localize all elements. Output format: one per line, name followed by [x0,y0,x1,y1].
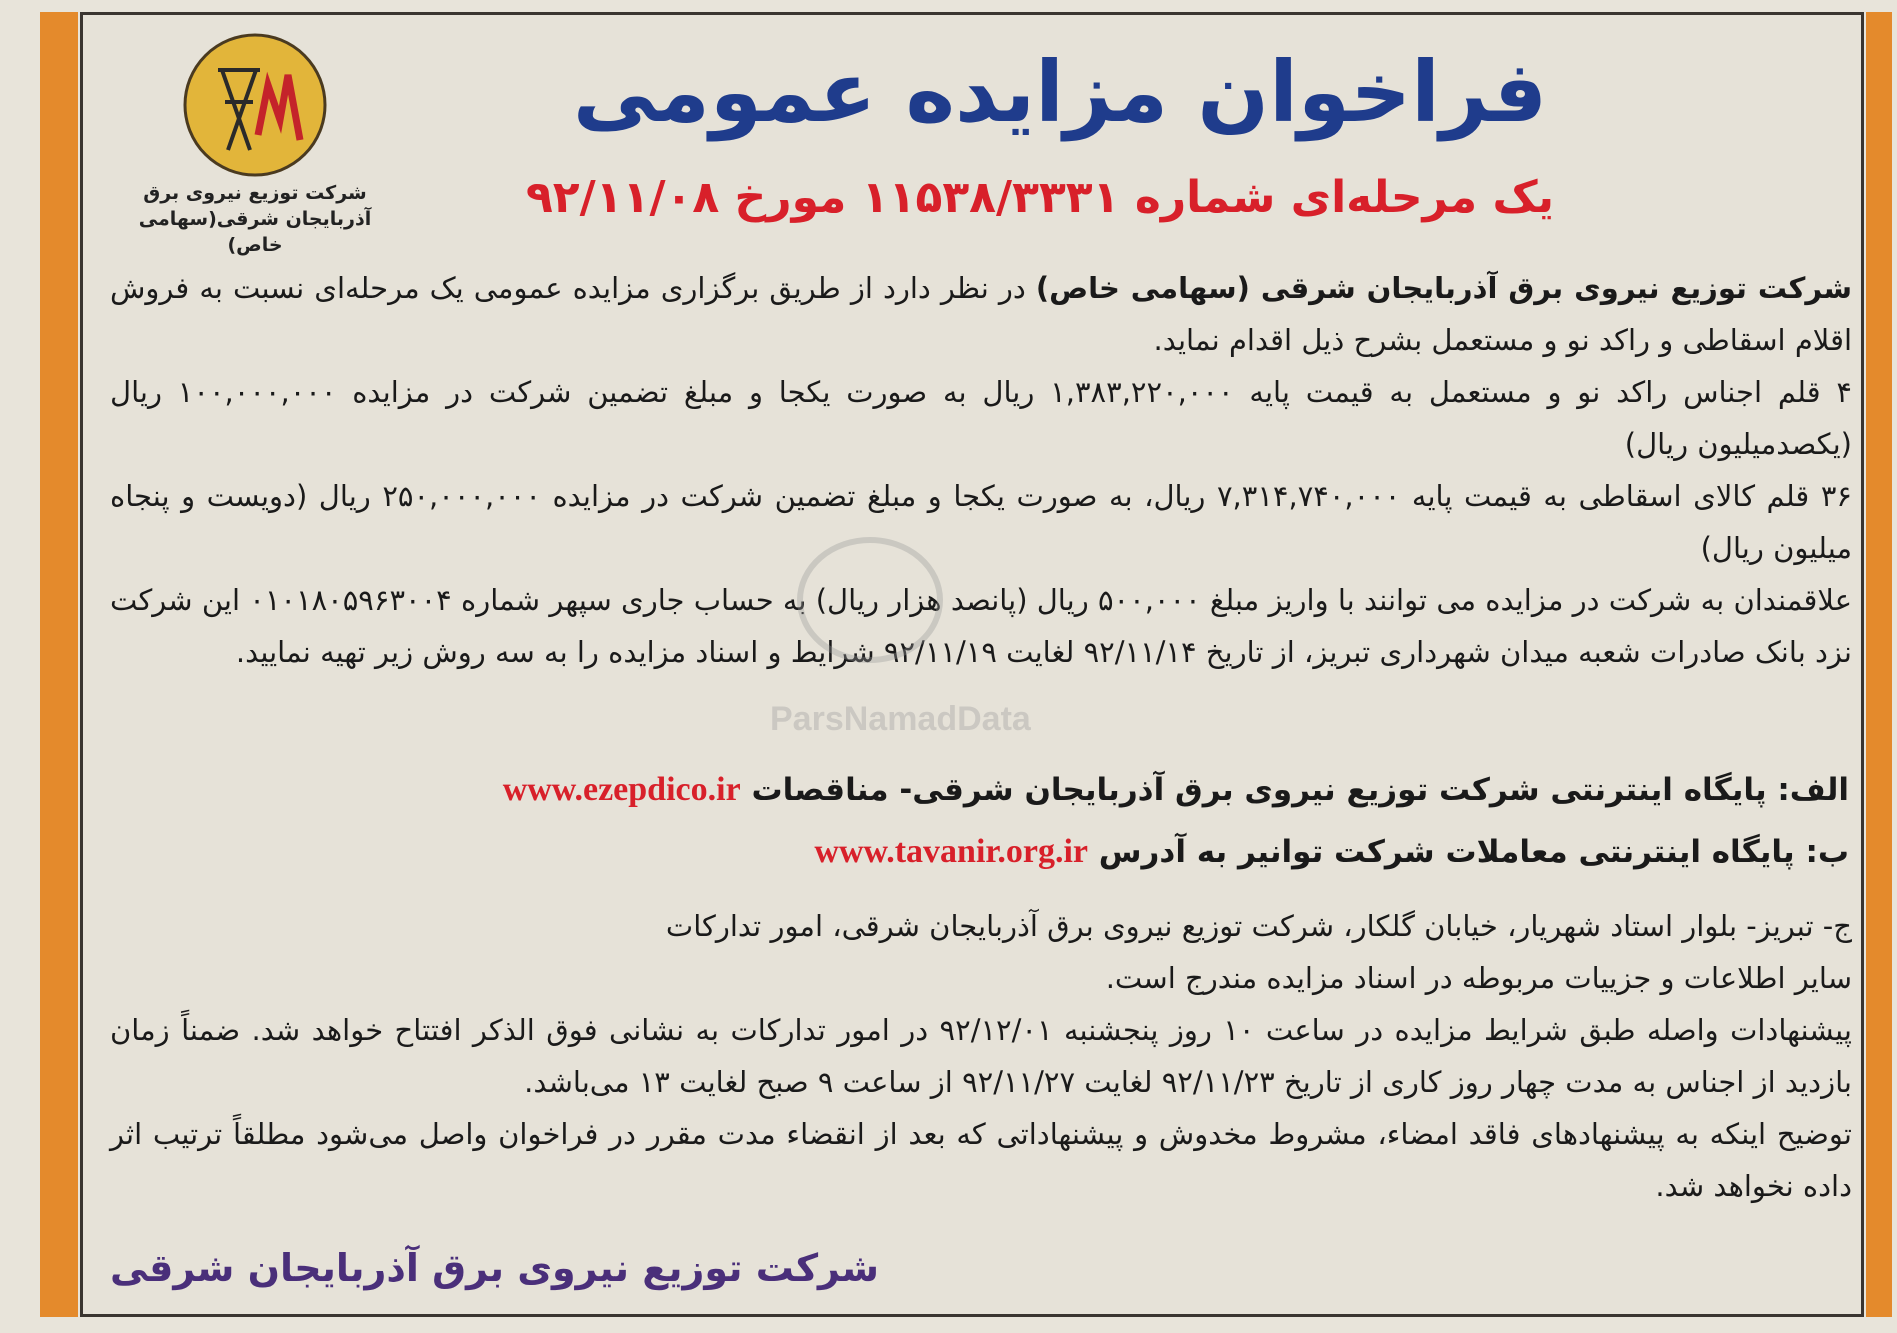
address-paragraph: ج- تبریز- بلوار استاد شهریار، خیابان گلکار، شرکت توزیع نیروی برق آذربایجان شرقی، امور تدارکات [665,909,1852,943]
details-section [110,900,1852,1212]
method-b: ب: پایگاه اینترنتی معاملات شرکت توانیر به آدرس www.tavanir.org.ir [814,833,1849,870]
orange-border-right [1866,12,1892,1317]
watermark-icon [760,520,1180,750]
tavanir-link[interactable]: www.tavanir.org.ir [814,833,1088,870]
intro-paragraph: شرکت توزیع نیروی برق آذربایجان شرقی (سهامی خاص) در نظر دارد از طریق برگزاری مزایده عمومی یک مرحله‌ای نسبت به فروش اقلام اسقاطی و راکد نو و مستعمل بشرح ذیل اقدام نماید. [110,271,1852,357]
item-2: ۳۶ قلم کالای اسقاطی به قیمت پایه ۷,۳۱۴,۷۴۰,۰۰۰ ریال، به صورت یکجا و مبلغ تضمین شرکت در مزایده ۲۵۰,۰۰۰,۰۰۰ ریال (دویست و پنجاه میلیون ریال) [110,479,1852,565]
method-a: الف: پایگاه اینترنتی شرکت توزیع نیروی برق آذربایجان شرقی- مناقصات www.ezepdico.ir [502,771,1849,808]
ezepdico-link[interactable]: www.ezepdico.ir [502,771,741,808]
other-info: سایر اطلاعات و جزییات مربوطه در اسناد مزایده مندرج است. [1105,961,1852,995]
item-1: ۴ قلم اجناس راکد نو و مستعمل به قیمت پایه ۱,۳۸۳,۲۲۰,۰۰۰ ریال به صورت یکجا و مبلغ تضمین شرکت در مزایده ۱۰۰,۰۰۰,۰۰۰ ریال (یکصدمیلیون ریال) [110,375,1852,461]
logo-caption: شرکت توزیع نیروی برق آذربایجان شرقی(سهامی خاص) [138,182,372,256]
orange-border-left [40,12,78,1317]
signature: شرکت توزیع نیروی برق آذربایجان شرقی [110,1246,880,1290]
company-logo-icon [180,30,330,180]
opening-paragraph: پیشنهادات واصله طبق شرایط مزایده در ساعت ۱۰ روز پنجشنبه ۹۲/۱۲/۰۱ در امور تدارکات به نشانی فوق الذکر افتتاح خواهد شد. ضمناً زمان بازدید از اجناس به مدت چهار روز کاری از تاریخ ۹۲/۱۱/۲۳ لغایت ۹۲/۱۱/۲۷ از ساعت ۹ صبح لغایت ۱۳ می‌باشد. [110,1013,1852,1099]
auction-number: یک مرحله‌ای شماره ۱۱۵۳۸/۳۳۳۱ مورخ ۹۲/۱۱/۰۸ [525,172,1555,223]
watermark-text: ParsNamadData [770,700,1031,738]
note-paragraph: توضیح اینکه به پیشنهادهای فاقد امضاء، مشروط مخدوش و پیشنهاداتی که بعد از انقضاء مدت مقرر در فراخوان واصل می‌شود مطلقاً ترتیب اثر داده نخواهد شد. [110,1117,1852,1203]
page-title: فراخوان مزایده عمومی [572,43,1548,141]
payment-paragraph: علاقمندان به شرکت در مزایده می توانند با واریز مبلغ ۵۰۰,۰۰۰ ریال (پانصد هزار ریال) به حساب جاری سپهر شماره ۰۱۰۱۸۰۵۹۶۳۰۰۴ این شرکت نزد بانک صادرات شعبه میدان شهرداری تبریز، از تاریخ ۹۲/۱۱/۱۴ لغایت ۹۲/۱۱/۱۹ شرایط و اسناد مزایده را به سه روش زیر تهیه نمایید. [110,583,1853,669]
